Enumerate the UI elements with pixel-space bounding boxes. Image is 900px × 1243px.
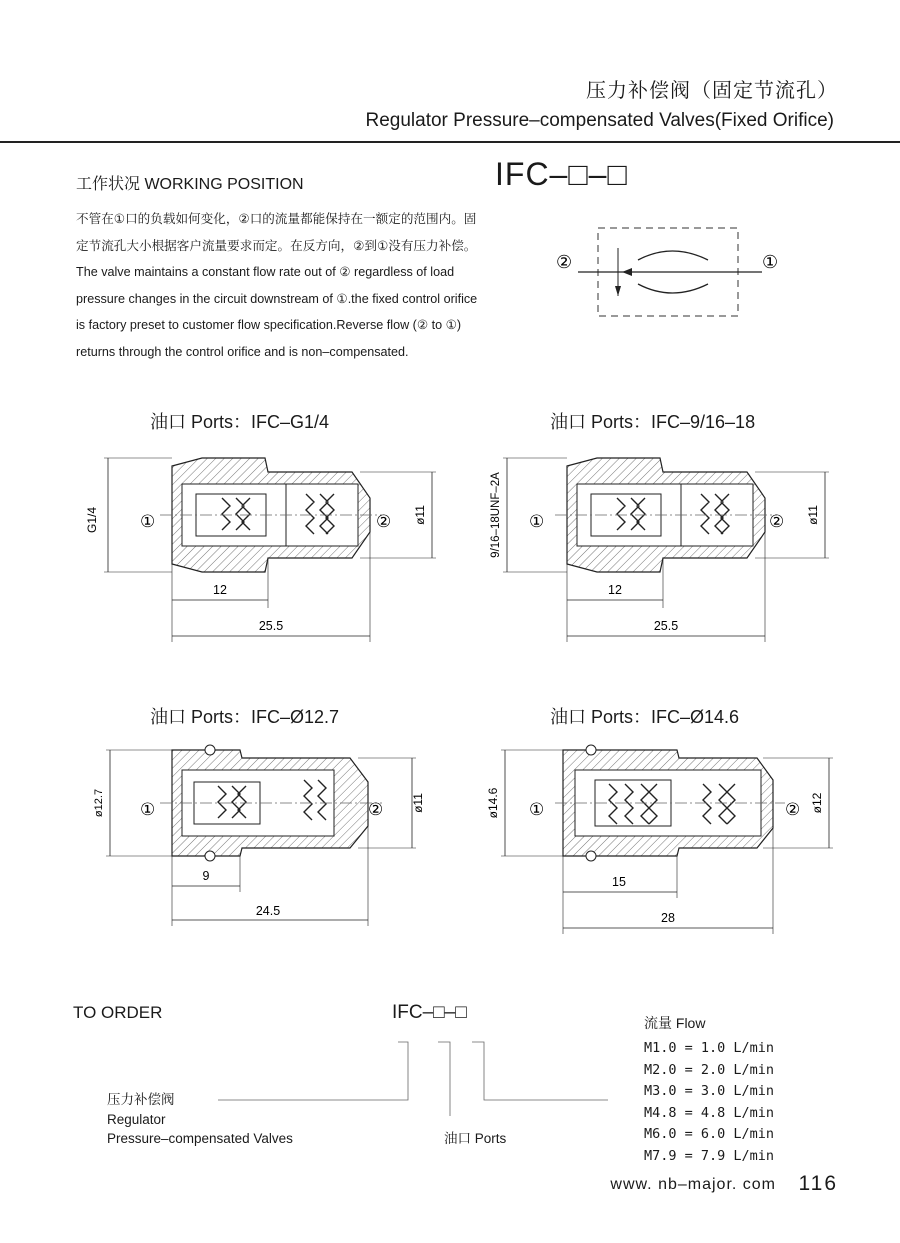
description-line: pressure changes in the circuit downstream of ①.the fixed control orifice (76, 291, 478, 306)
description-line: returns through the control orifice and is non–compensated. (76, 344, 409, 359)
port-1-marker: ① (529, 800, 545, 819)
diameter-label: ø11 (806, 505, 820, 525)
valve-drawing-9-16-18 (485, 448, 845, 648)
valve-drawing-g14 (85, 448, 450, 648)
port-1-marker: ① (140, 512, 156, 531)
flow-option: M1.0 = 1.0 L/min (644, 1040, 775, 1056)
port-title-g14: 油口 Ports：IFC–G1/4 (150, 412, 330, 432)
long-dim-label: 28 (661, 911, 675, 925)
diameter-label: ø11 (411, 793, 425, 813)
valve-body-section (555, 745, 785, 861)
thread-label: 9/16–18UNF–2A (490, 472, 502, 558)
flow-option: M6.0 = 6.0 L/min (644, 1126, 775, 1142)
leader-ports (438, 1042, 450, 1116)
order-model-code: IFC–□–□ (392, 1002, 467, 1023)
flow-title: 流量 Flow (644, 1015, 706, 1031)
port-title-9-16-18: 油口 Ports：IFC–9/16–18 (550, 412, 756, 432)
page-title-cn: 压力补偿阀（固定节流孔） (586, 80, 838, 102)
port-2-marker: ② (376, 512, 392, 531)
flow-option: M3.0 = 3.0 L/min (644, 1083, 775, 1099)
description-line: is factory preset to customer flow specification.Reverse flow (② to ①) (76, 318, 462, 332)
short-dim-label: 15 (612, 875, 626, 889)
model-code: IFC–□–□ (495, 156, 628, 192)
page-title-en: Regulator Pressure–compensated Valves(Fixed Orifice) (365, 110, 834, 131)
port-title-d14-6: 油口 Ports：IFC–Ø14.6 (550, 707, 740, 727)
symbol-port-2: ② (556, 252, 573, 272)
order-label-ports: 油口 Ports (444, 1131, 507, 1146)
port-2-marker: ② (785, 800, 801, 819)
thread-label: ø12.7 (93, 788, 105, 818)
short-dim-label: 12 (608, 583, 622, 597)
description-line: 不管在①口的负载如何变化，②口的流量都能保持在一额定的范围内。固 (76, 212, 477, 226)
footer-url: www. nb–major. com (610, 1176, 776, 1193)
diameter-label: ø11 (413, 505, 427, 525)
orifice-upper-arc (638, 251, 708, 260)
long-dim-label: 25.5 (653, 619, 679, 633)
valve-body-section (160, 458, 382, 572)
hydraulic-symbol (550, 222, 790, 322)
description-line: The valve maintains a constant flow rate out of ② regardless of load (76, 265, 455, 279)
port-2-marker: ② (368, 800, 384, 819)
order-label-en2: Pressure–compensated Valves (107, 1131, 293, 1146)
symbol-port-1: ① (762, 252, 779, 272)
pressure-arrow-head (615, 286, 621, 296)
working-position-title: 工作状况 WORKING POSITION (76, 176, 304, 193)
order-title: TO ORDER (73, 1003, 163, 1022)
working-description (76, 206, 476, 365)
order-label-valve-type (107, 1090, 293, 1149)
valve-body-section (160, 745, 382, 861)
description-line: 定节流孔大小根据客户流量要求而定。在反方向，②到①没有压力补偿。 (76, 238, 477, 253)
page-number: 116 (798, 1172, 838, 1195)
order-label-cn: 压力补偿阀 (107, 1092, 175, 1107)
port-1-marker: ① (140, 800, 156, 819)
port-1-marker: ① (529, 512, 545, 531)
port-2-marker: ② (769, 512, 785, 531)
orifice-lower-arc (638, 284, 708, 293)
valve-drawing-d14-6 (485, 740, 845, 940)
valve-drawing-d12-7 (90, 740, 450, 940)
order-label-en1: Regulator (107, 1111, 166, 1127)
thread-label: G1/4 (85, 506, 99, 534)
flow-arrow-head (622, 268, 632, 276)
diameter-label: ø12 (810, 792, 824, 814)
short-dim-label: 9 (202, 869, 210, 883)
flow-option: M2.0 = 2.0 L/min (644, 1061, 775, 1078)
long-dim-label: 25.5 (258, 619, 284, 633)
short-dim-label: 12 (213, 583, 227, 597)
flow-list (644, 1038, 774, 1167)
long-dim-label: 24.5 (255, 904, 281, 918)
header-rule (0, 141, 900, 143)
flow-option: M7.9 = 7.9 L/min (644, 1147, 775, 1164)
valve-body-section (555, 458, 777, 572)
thread-label: ø14.6 (486, 787, 500, 819)
leader-flow (472, 1042, 608, 1100)
port-title-d12-7: 油口 Ports：IFC–Ø12.7 (150, 707, 340, 727)
flow-option: M4.8 = 4.8 L/min (644, 1104, 775, 1121)
